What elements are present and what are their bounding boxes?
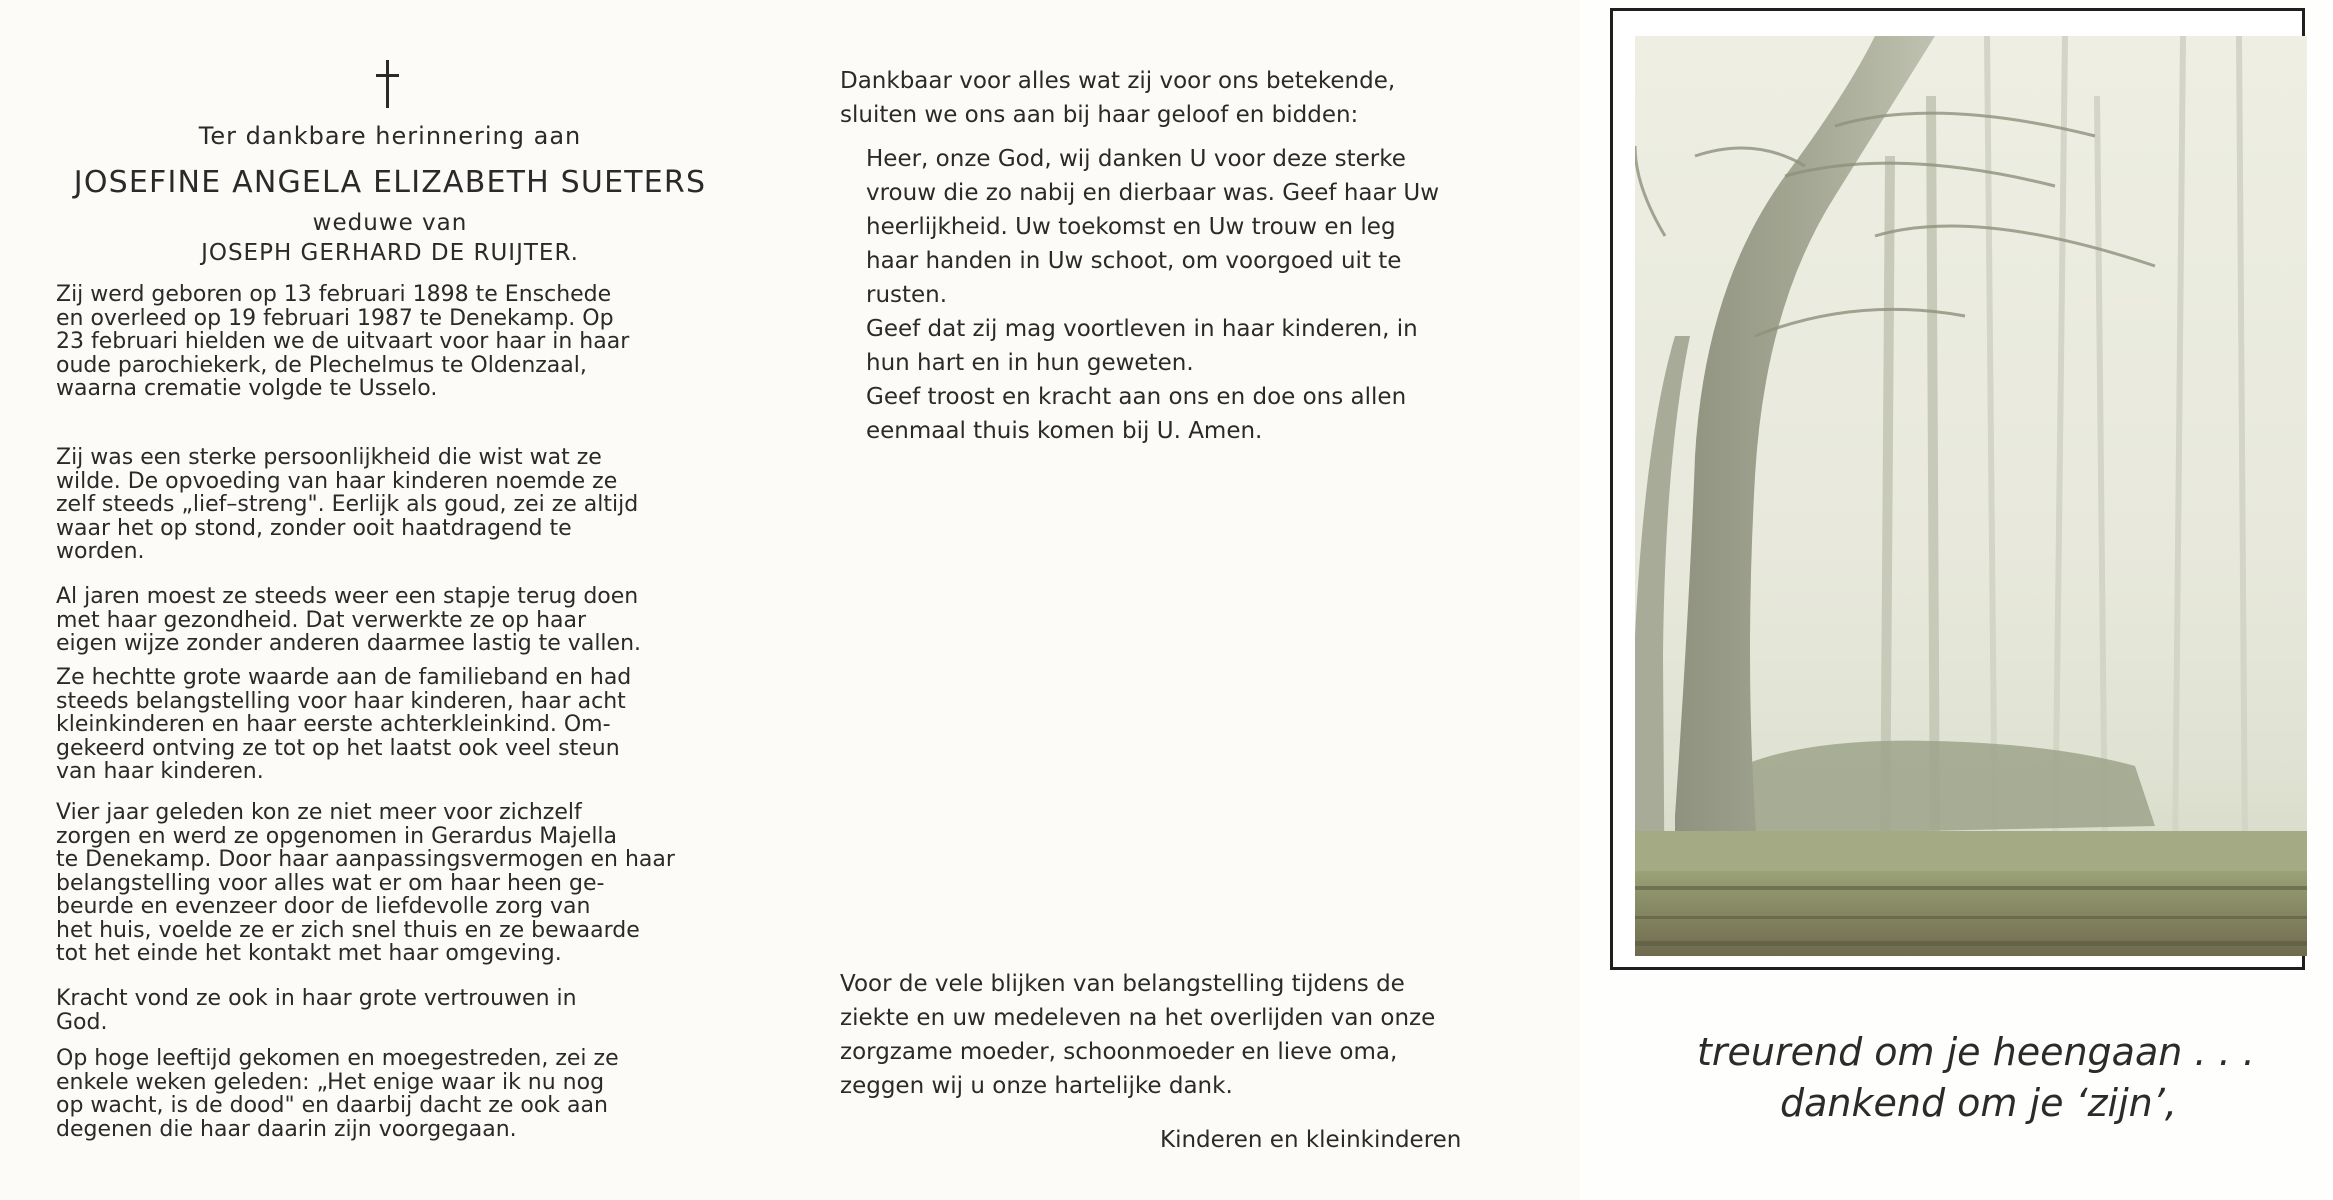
text-line: steeds belangstelling voor haar kinderen, haar acht (56, 688, 626, 714)
text-line: heerlijkheid. Uw toekomst en Uw trouw en leg (866, 214, 1396, 240)
text-line: Voor de vele blijken van belangstelling tijdens de (840, 971, 1405, 997)
text-line: haar handen in Uw schoot, om voorgoed uit te (866, 248, 1402, 274)
prayer-text (866, 142, 1439, 448)
middle-panel (790, 0, 1580, 1200)
spouse-name: JOSEPH GERHARD DE RUIJTER. (201, 240, 579, 266)
text-line: zorgen en werd ze opgenomen in Gerardus Majella (56, 823, 618, 849)
biography-paragraph-family (56, 666, 716, 784)
text-line: op wacht, is de dood" en daarbij dacht ze ook aan (56, 1093, 608, 1118)
text-line: God. (56, 1009, 108, 1035)
caption-line-1: treurend om je heengaan . . . (1697, 1030, 2255, 1074)
biography-paragraph-last-words (56, 1047, 716, 1141)
text-line: Zij was een sterke persoonlijkheid die wist wat ze (56, 445, 602, 470)
text-line: rusten. (866, 282, 948, 308)
text-line: worden. (56, 539, 145, 564)
right-panel (1580, 0, 2333, 1200)
intro-line: Ter dankbare herinnering aan (198, 122, 582, 150)
text-line: Dankbaar voor alles wat zij voor ons betekende, (840, 68, 1396, 94)
text-line: eenmaal thuis komen bij U. Amen. (866, 418, 1263, 444)
text-line: Kracht vond ze ook in haar grote vertrouwen in (56, 986, 577, 1011)
gratitude-text (840, 64, 1395, 132)
text-line: Op hoge leeftijd gekomen en moegestreden, zei ze (56, 1046, 619, 1071)
thanks-text (840, 967, 1435, 1103)
text-line: met haar gezondheid. Dat verwerkte ze op haar (56, 607, 587, 633)
caption-line-2: dankend om je ‘zijn’, (1780, 1081, 2177, 1125)
text-line: waar het op stond, zonder ooit haatdragend te (56, 515, 572, 541)
text-line: beurde en evenzeer door de liefdevolle zorg van (56, 894, 591, 919)
text-line: Zij werd geboren op 13 februari 1898 te Enschede (56, 282, 612, 307)
text-line: tot het einde het kontakt met haar omgeving. (56, 941, 562, 966)
misty-forest-photo (1635, 36, 2307, 956)
text-line: sluiten we ons aan bij haar geloof en bidden: (840, 102, 1359, 128)
text-line: ziekte en uw medeleven na het overlijden van onze (840, 1005, 1436, 1031)
text-line: Geef dat zij mag voortleven in haar kinderen, in (866, 316, 1418, 342)
deceased-name: JOSEFINE ANGELA ELIZABETH SUETERS (73, 165, 707, 200)
text-line: degenen die haar daarin zijn voorgegaan. (56, 1116, 517, 1142)
text-line: Vier jaar geleden kon ze niet meer voor zichzelf (56, 800, 582, 825)
text-line: Al jaren moest ze steeds weer een stapje terug doen (56, 584, 639, 609)
text-line: Heer, onze God, wij danken U voor deze sterke (866, 146, 1406, 172)
biography-paragraph-health (56, 585, 716, 656)
text-line: Ze hechtte grote waarde aan de familieband en had (56, 665, 632, 690)
text-line: zorgzame moeder, schoonmoeder en lieve oma, (840, 1039, 1398, 1065)
text-line: eigen wijze zonder anderen daarmee lastig te vallen. (56, 631, 642, 656)
text-line: te Denekamp. Door haar aanpassingsvermogen en haar (56, 847, 675, 872)
biography-paragraph-care-home (56, 801, 716, 966)
text-line: zelf steeds „lief–streng". Eerlijk als goud, zei ze altijd (56, 492, 639, 517)
biography-paragraph-faith (56, 987, 716, 1034)
text-line: gekeerd ontving ze tot op het laatst ook veel steun (56, 735, 620, 761)
text-line: en overleed op 19 februari 1987 te Denekamp. Op (56, 305, 614, 331)
text-line: kleinkinderen en haar eerste achterkleinkind. Om- (56, 712, 611, 737)
biography-paragraph-birth (56, 283, 716, 401)
text-line: enkele weken geleden: „Het enige waar ik nu nog (56, 1069, 605, 1095)
cross-icon (373, 60, 403, 110)
left-panel (0, 0, 790, 1200)
text-line: oude parochiekerk, de Plechelmus te Oldenzaal, (56, 352, 587, 378)
text-line: zeggen wij u onze hartelijke dank. (840, 1073, 1233, 1099)
text-line: van haar kinderen. (56, 759, 264, 784)
text-line: wilde. De opvoeding van haar kinderen noemde ze (56, 468, 618, 494)
photo-frame (1610, 8, 2305, 970)
text-line: belangstelling voor alles wat er om haar heen ge- (56, 870, 605, 896)
widow-of-line: weduwe van (312, 210, 468, 236)
text-line: vrouw die zo nabij en dierbaar was. Geef haar Uw (866, 180, 1440, 206)
text-line: 23 februari hielden we de uitvaart voor haar in haar (56, 329, 630, 354)
text-line: het huis, voelde ze er zich snel thuis en ze bewaarde (56, 917, 640, 943)
text-line: waarna crematie volgde te Usselo. (56, 376, 438, 401)
text-line: Geef troost en kracht aan ons en doe ons allen (866, 384, 1407, 410)
signoff: Kinderen en kleinkinderen (1160, 1127, 1462, 1153)
biography-paragraph-personality (56, 446, 716, 564)
text-line: hun hart en in hun geweten. (866, 350, 1194, 376)
